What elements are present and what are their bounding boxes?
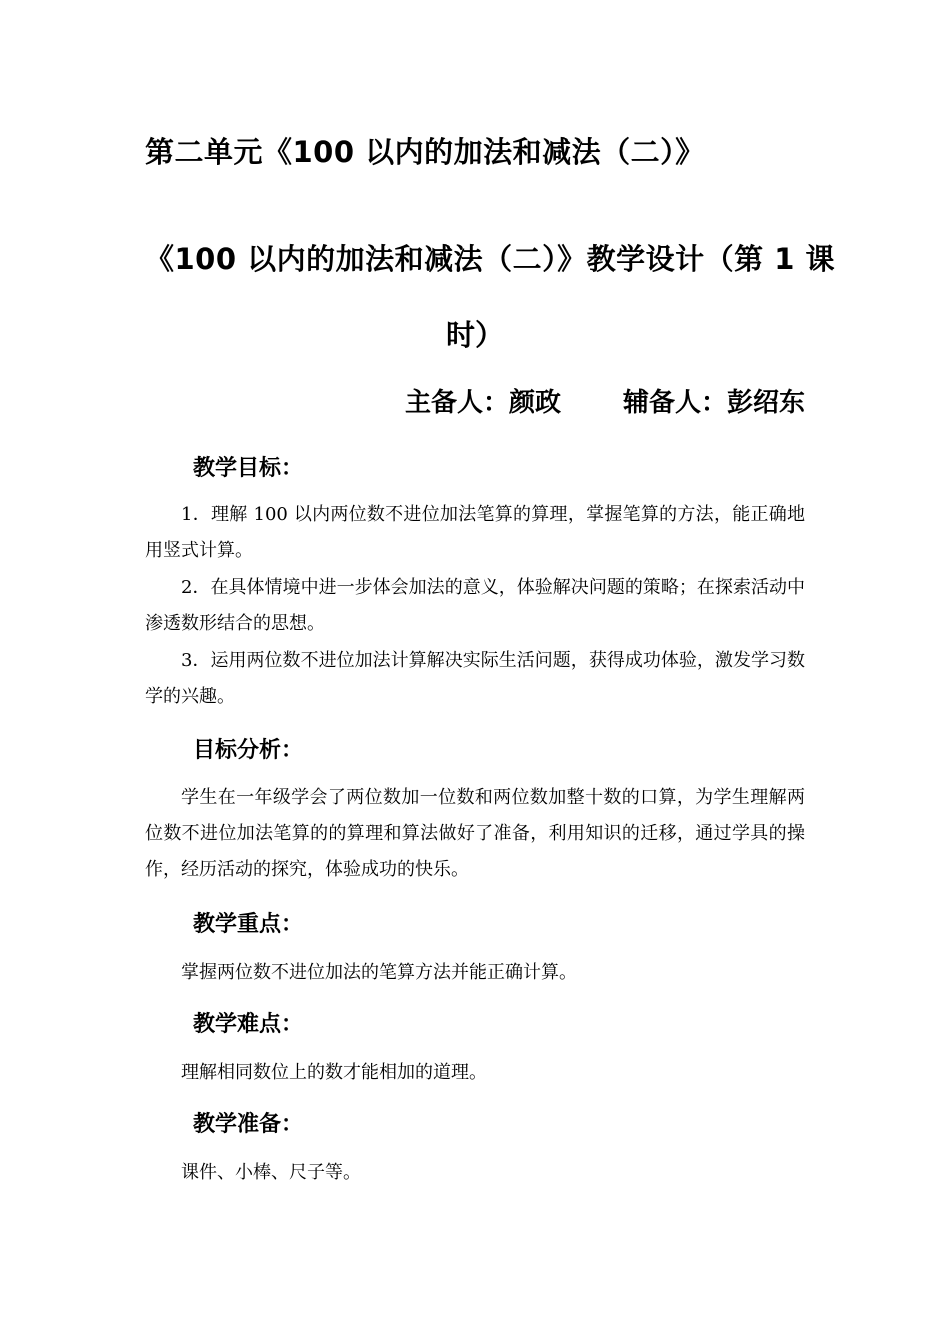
assistant-author: 辅备人：彭绍东 — [622, 388, 805, 418]
document-title-line-2: 时） — [445, 318, 504, 352]
preparation-text: 课件、小棒、尺子等。 — [181, 1162, 361, 1183]
preparation-heading: 教学准备： — [193, 1112, 304, 1137]
unit-title: 第二单元《100 以内的加法和减法（二）》 — [145, 135, 705, 169]
objective-item-3: 3．运用两位数不进位加法计算解决实际生活问题，获得成功体验，激发学习数学的兴趣。 — [145, 650, 805, 707]
objective-item-2: 2．在具体情境中进一步体会加法的意义，体验解决问题的策略；在探索活动中渗透数形结合的思想。 — [145, 577, 805, 634]
main-author: 主备人：颜政 — [404, 388, 561, 418]
document-title-line-1: 《100 以内的加法和减法（二）》教学设计（第 1 课 — [145, 242, 836, 276]
analysis-heading: 目标分析： — [193, 738, 304, 763]
difficulties-heading: 教学难点： — [193, 1012, 304, 1037]
key-points-text: 掌握两位数不进位加法的笔算方法并能正确计算。 — [181, 962, 577, 983]
difficulties-text: 理解相同数位上的数才能相加的道理。 — [181, 1062, 487, 1083]
objective-item-1: 1．理解 100 以内两位数不进位加法笔算的算理，掌握笔算的方法，能正确地用竖式计算。 — [145, 504, 805, 561]
analysis-text: 学生在一年级学会了两位数加一位数和两位数加整十数的口算，为学生理解两位数不进位加法笔算的的算理和算法做好了准备，利用知识的迁移，通过学具的操作，经历活动的探究，体验成功的快乐。 — [145, 787, 805, 880]
key-points-heading: 教学重点： — [193, 912, 304, 937]
objectives-heading: 教学目标： — [193, 456, 304, 481]
authors-line — [405, 382, 805, 419]
